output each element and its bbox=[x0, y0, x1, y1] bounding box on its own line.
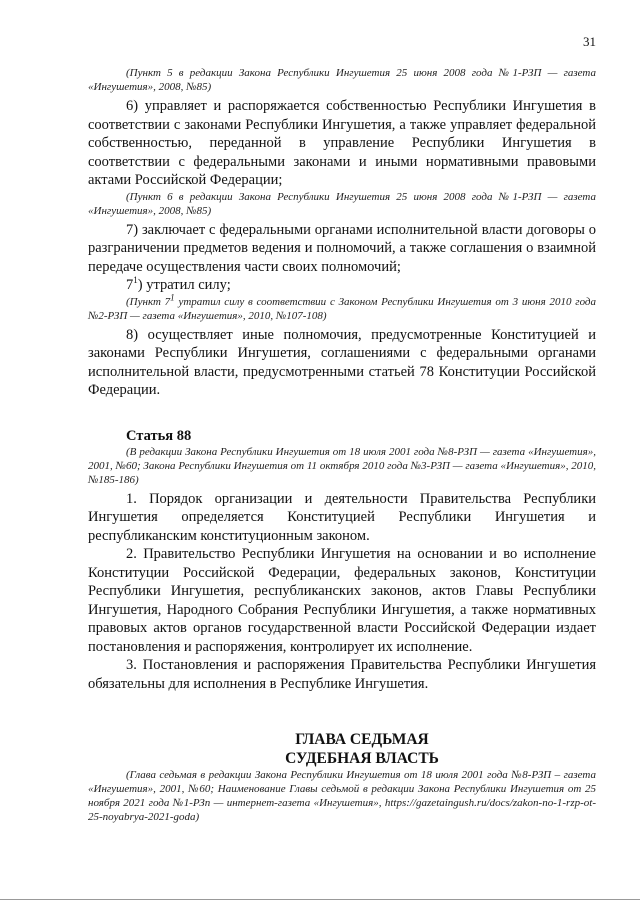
chapter-title: СУДЕБНАЯ ВЛАСТЬ bbox=[285, 750, 439, 767]
paragraph: 1. Порядок организации и деятельности Правительства Республики Ингушетия определяется Конституцией Республики Ингушетия и республиканским конституционным законом. bbox=[88, 490, 596, 544]
text-part: 7 bbox=[126, 277, 134, 293]
amendment-note: (Пункт 6 в редакции Закона Республики Ингушетия 25 июня 2008 года №1-РЗП — газета «Ингушетия», 2008, №85) bbox=[88, 190, 596, 217]
section-spacer bbox=[88, 693, 596, 730]
text-part: ) утратил силу; bbox=[137, 277, 231, 293]
paragraph: 7) заключает с федеральными органами исполнительной власти договоры о разграничении предметов ведения и полномочий, а также соглашения о взаимной передаче осуществления части своих полномочий; bbox=[88, 221, 596, 275]
page-number: 31 bbox=[583, 34, 596, 49]
paragraph: 6) управляет и распоряжается собственностью Республики Ингушетия в соответствии с законами Республики Ингушетия, а также управляет федеральной собственностью, переданной в управление Республики Ингушетия в соответствии с федеральными законами и иными нормативными правовыми актами Российской Федерации; bbox=[88, 98, 596, 188]
article-heading: Статья 88 bbox=[126, 427, 192, 444]
amendment-note: (Глава седьмая в редакции Закона Республики Ингушетия от 18 июля 2001 года №8-РЗП – газета «Ингушетия», 2001, №60; Наименование Главы седьмой в редакции Закона Республики Ингушетия от 25 ноября 2021 года №1-РЗп — интернет-газета «Ингушетия», https://gazetaingush.ru/docs/zakon-no-1-rzp-ot-25-noyabrya-2021-goda) bbox=[88, 769, 596, 823]
amendment-note: (Пункт 5 в редакции Закона Республики Ингушетия 25 июня 2008 года №1-РЗП — газета «Ингушетия», 2008, №85) bbox=[88, 67, 596, 93]
superscript: 1 bbox=[170, 291, 175, 302]
amendment-note bbox=[88, 291, 596, 323]
paragraph: 2. Правительство Республики Ингушетия на основании и во исполнение Конституции Российской Федерации, федеральных законов, Конституции Республики Ингушетия, республиканских законов, актов Главы Республики Ингушетия, Народного Собрания Республики Ингушетия, а также нормативных правовых актов органов государственной власти Российской Федерации издает постановления и распоряжения, контролирует их исполнение. bbox=[88, 546, 596, 655]
chapter-title: ГЛАВА СЕДЬМАЯ bbox=[295, 731, 429, 748]
superscript: 1 bbox=[133, 275, 138, 286]
document-body bbox=[88, 66, 596, 827]
bottom-edge-line bbox=[0, 899, 640, 900]
paragraph: 3. Постановления и распоряжения Правительства Республики Ингушетия обязательны для исполнения в Республике Ингушетия. bbox=[88, 657, 596, 692]
paragraph: 8) осуществляет иные полномочия, предусмотренные Конституцией и законами Республики Ингушетия, соглашениями с федеральными органами исполнительной власти, предусмотренными статьей 78 Конституции Российской Федерации. bbox=[88, 326, 596, 398]
text-part: утратил силу в соответствии с Законом Республики Ингушетия от 3 июня 2010 года №2-РЗП — газета «Ингушетия», 2010, №107-108) bbox=[88, 295, 596, 322]
amendment-note: (В редакции Закона Республики Ингушетия от 18 июля 2001 года №8-РЗП — газета «Ингушетия», 2001, №60; Закона Республики Ингушетия от 11 октября 2010 года №3-РЗП — газета «Ингушетия», 2010, №185-186) bbox=[88, 445, 596, 486]
text-part: (Пункт 7 bbox=[126, 295, 171, 308]
paragraph bbox=[88, 276, 596, 295]
